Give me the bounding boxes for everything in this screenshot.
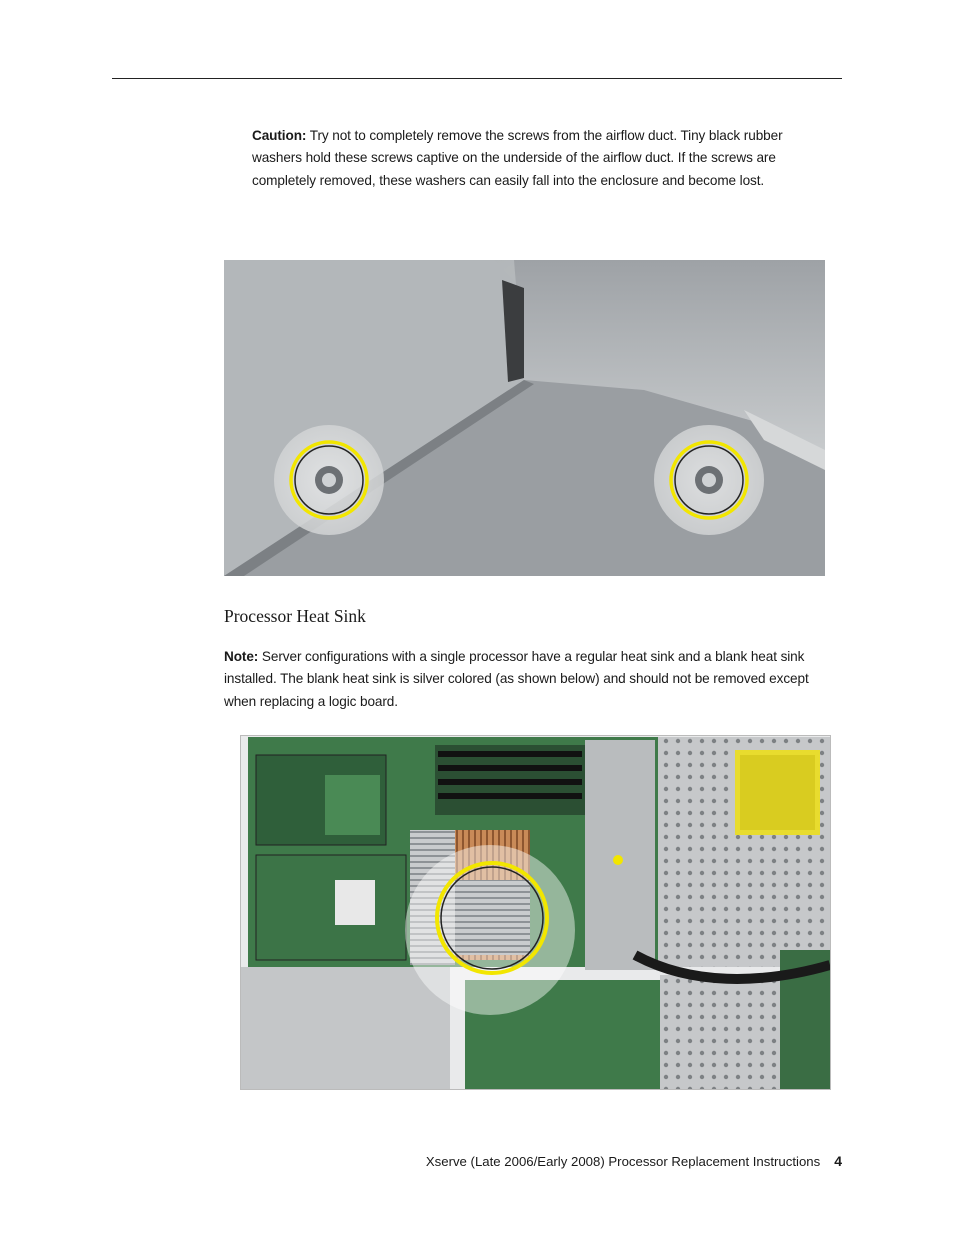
caution-label: Caution: — [252, 128, 307, 143]
page-number: 4 — [834, 1153, 842, 1169]
caution-paragraph — [252, 125, 832, 192]
caution-text: Try not to completely remove the screws from the airflow duct. Tiny black rubber washers hold these screws captive on the underside of the airflow duct. If the screws are completely removed, these washers can easily fall into the enclosure and become lost. — [252, 128, 783, 188]
header-rule — [112, 78, 842, 79]
airflow-duct-screws-photo — [224, 260, 825, 576]
note-label: Note: — [224, 649, 259, 664]
page-footer — [426, 1153, 842, 1169]
logic-board-heat-sink-photo — [240, 735, 831, 1090]
note-text: Server configurations with a single processor have a regular heat sink and a blank heat sink installed. The blank heat sink is silver colored (as shown below) and should not be removed except when replacing a logic board. — [224, 649, 809, 709]
section-title: Processor Heat Sink — [224, 606, 366, 626]
note-paragraph — [224, 646, 844, 713]
footer-title: Xserve (Late 2006/Early 2008) Processor Replacement Instructions — [425, 1154, 821, 1169]
